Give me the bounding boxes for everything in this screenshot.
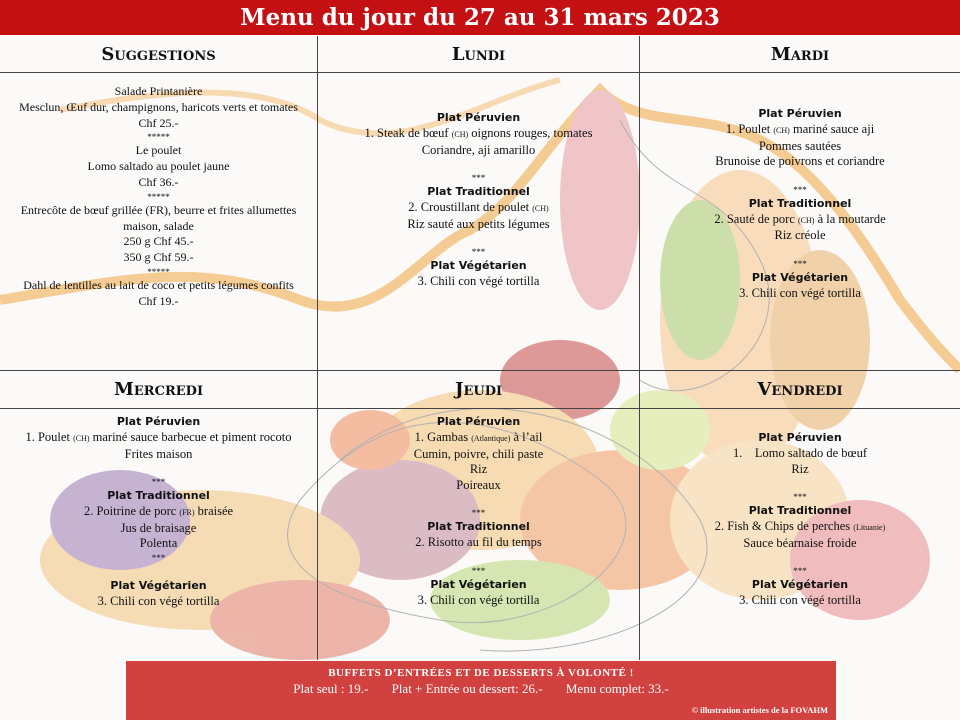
separator: *** xyxy=(151,552,166,563)
suggestion-line: Lomo saltado au poulet jaune xyxy=(87,159,230,174)
column-divider xyxy=(317,36,318,660)
header-mercredi: Mercredi xyxy=(113,378,204,400)
separator: *** xyxy=(793,566,807,576)
dish-line: 2. Poitrine de porc (FR) braisée xyxy=(83,504,234,518)
dish-line: 3. Chili con végé tortilla xyxy=(739,593,861,607)
dish-line: 2. Fish & Chips de perches (Lituanie) xyxy=(714,519,886,533)
dish-line: Riz créole xyxy=(774,228,826,242)
suggestions-cell xyxy=(4,84,313,310)
separator: *** xyxy=(793,184,807,195)
vendredi-cell xyxy=(644,430,956,609)
header-suggestions: Suggestions xyxy=(101,43,216,65)
price-menu-complet: Menu complet: 33.- xyxy=(565,681,669,696)
dish-line: 1. Poulet (CH) mariné sauce barbecue et piment rocoto xyxy=(25,430,292,444)
suggestion-line: Salade Printanière xyxy=(114,84,203,98)
dish-line: 3. Chili con végé tortilla xyxy=(417,274,540,288)
header-jeudi: Jeudi xyxy=(454,378,503,400)
category-traditionnel: Plat Traditionnel xyxy=(748,196,852,210)
category-traditionnel: Plat Traditionnel xyxy=(427,185,530,198)
suggestion-separator: ***** xyxy=(147,266,170,277)
header-lundi: Lundi xyxy=(451,43,506,65)
title-bar xyxy=(0,0,960,35)
dish-line: 2. Sauté de porc (CH) à la moutarde xyxy=(714,211,886,226)
category-peruvien: Plat Péruvien xyxy=(436,415,521,428)
suggestion-separator: ***** xyxy=(147,191,170,202)
dish-line: 1. Steak de bœuf (CH) oignons rouges, tomates xyxy=(364,126,593,140)
dish-line: Riz sauté aux petits légumes xyxy=(407,216,550,231)
column-divider xyxy=(639,36,640,660)
category-vegetarien: Plat Végétarien xyxy=(751,578,849,591)
suggestion-price: 250 g Chf 45.- xyxy=(123,234,194,249)
illustration-credit: © illustration artistes de la FOVAHM xyxy=(691,705,828,715)
suggestion-price: 350 g Chf 59.- xyxy=(123,250,194,265)
dish-line: Poireaux xyxy=(456,477,501,492)
suggestion-line: Mesclun, Œuf dur, champignons, haricots verts et tomates xyxy=(19,99,298,114)
buffet-banner: BUFFETS D’ENTRÉES ET DE DESSERTS À VOLONTÉ ! xyxy=(328,667,634,679)
price-line xyxy=(126,680,836,697)
dish-line: 1. Lomo saltado de bœuf xyxy=(732,446,867,460)
category-traditionnel: Plat Traditionnel xyxy=(427,520,530,533)
dish-line: Coriandre, aji amarillo xyxy=(421,142,536,157)
separator: *** xyxy=(793,492,807,502)
price-plat-seul: Plat seul : 19.- xyxy=(293,681,369,696)
separator: *** xyxy=(471,565,486,576)
menu-grid xyxy=(0,36,960,660)
dish-line: 2. Risotto au fil du temps xyxy=(415,535,542,549)
category-traditionnel: Plat Traditionnel xyxy=(748,504,852,517)
suggestion-price: Chf 25.- xyxy=(138,115,179,130)
suggestion-line: Dahl de lentilles au lait de coco et petits légumes confits xyxy=(23,277,294,292)
dish-line: 3. Chili con végé tortilla xyxy=(97,593,220,608)
dish-line: 1. Poulet (CH) mariné sauce aji xyxy=(725,122,875,136)
category-vegetarien: Plat Végétarien xyxy=(110,578,207,592)
category-vegetarien: Plat Végétarien xyxy=(430,259,527,272)
suggestion-line: Entrecôte de bœuf grillée (FR), beurre et frites allumettes maison, salade xyxy=(20,202,297,233)
dish-line: 3. Chili con végé tortilla xyxy=(417,592,540,607)
row-divider xyxy=(0,72,960,73)
dish-line: Frites maison xyxy=(124,446,193,461)
separator: *** xyxy=(471,247,486,257)
lundi-cell xyxy=(322,110,635,290)
price-footer xyxy=(126,661,836,720)
page-title: Menu du jour du 27 au 31 mars 2023 xyxy=(240,4,720,31)
price-plat-entree: Plat + Entrée ou dessert: 26.- xyxy=(391,681,543,696)
separator: *** xyxy=(793,258,807,269)
mercredi-cell xyxy=(4,414,313,609)
category-traditionnel: Plat Traditionnel xyxy=(107,489,210,502)
suggestion-price: Chf 19.- xyxy=(138,293,179,308)
dish-line: Jus de braisage xyxy=(120,520,197,535)
mardi-cell xyxy=(644,106,956,301)
category-peruvien: Plat Péruvien xyxy=(436,111,521,124)
dish-line: Brunoise de poivrons et coriandre xyxy=(715,154,885,168)
category-vegetarien: Plat Végétarien xyxy=(751,270,849,284)
suggestion-separator: ***** xyxy=(147,132,170,143)
suggestion-line: Le poulet xyxy=(135,143,182,158)
dish-line: Pommes sautées xyxy=(758,138,842,153)
category-peruvien: Plat Péruvien xyxy=(758,107,842,120)
dish-line: Sauce béarnaise froide xyxy=(743,535,857,550)
separator: *** xyxy=(471,508,486,518)
header-vendredi: Vendredi xyxy=(757,378,843,400)
dish-line: Cumin, poivre, chili paste xyxy=(413,446,544,461)
dish-line: 1. Gambas (Atlantique) à l’ail xyxy=(414,430,543,444)
dish-line: Riz xyxy=(791,461,809,476)
row-divider xyxy=(0,408,960,409)
jeudi-cell xyxy=(322,414,635,608)
category-peruvien: Plat Péruvien xyxy=(758,431,842,444)
dish-line: Polenta xyxy=(139,536,178,550)
header-mardi: Mardi xyxy=(770,43,830,65)
dish-line: 3. Chili con végé tortilla xyxy=(739,285,861,300)
category-vegetarien: Plat Végétarien xyxy=(430,577,527,591)
separator: *** xyxy=(471,173,486,183)
dish-line: Riz xyxy=(469,462,488,476)
suggestion-price: Chf 36.- xyxy=(138,174,179,189)
category-peruvien: Plat Péruvien xyxy=(116,415,201,428)
dish-line: 2. Croustillant de poulet (CH) xyxy=(408,200,549,214)
separator: *** xyxy=(151,477,166,487)
